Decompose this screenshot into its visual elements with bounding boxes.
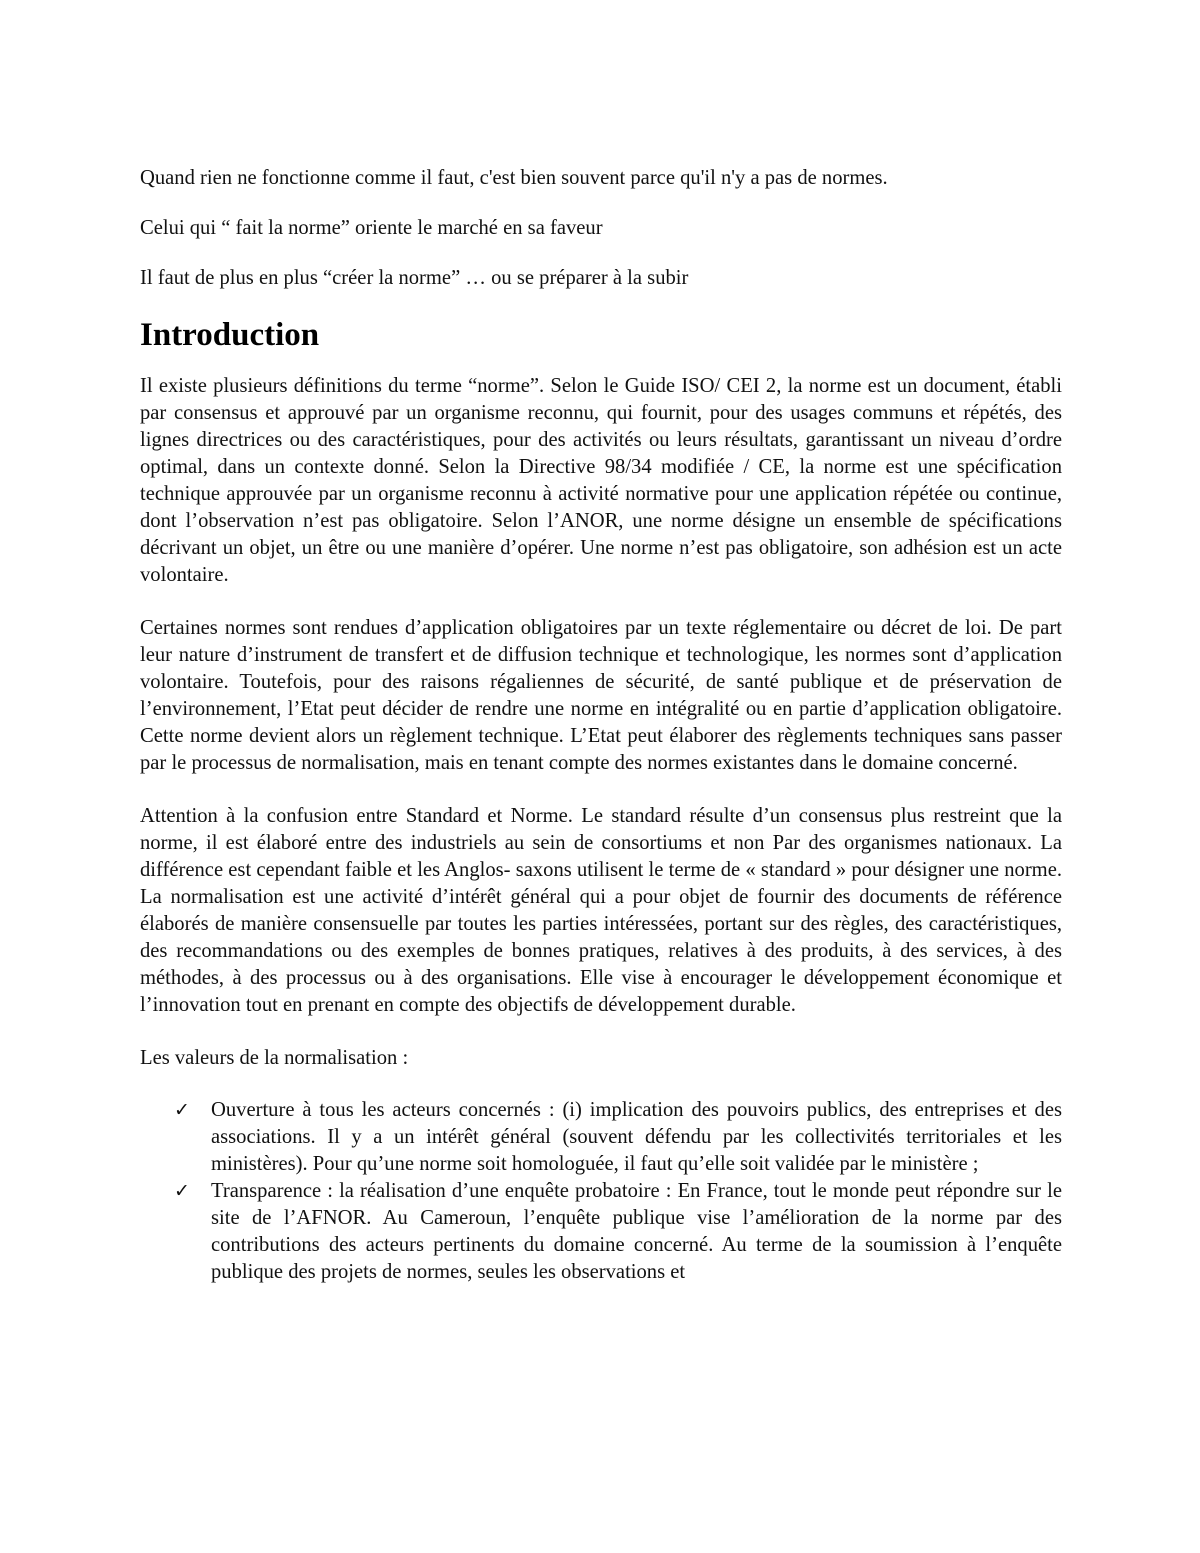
paragraph-standard-vs-norme: Attention à la confusion entre Standard et Norme. Le standard résulte d’un consensus plus restreint que la norme, il est élaboré entre des industriels au sein de consortiums et non Par des organismes nationaux. La différence est cependant faible et les Anglos- saxons utilisent le terme de « standard » pour désigner une norme. La normalisation est une activité d’intérêt général qui a pour objet de fournir des documents de référence élaborés de manière consensuelle par toutes les parties intéressées, portant sur des règles, des caractéristiques, des recommandations ou des exemples de bonnes pratiques, relatives à des produits, à des services, à des méthodes, à des processus ou à des organisations. Elle vise à encourager le développement économique et l’innovation tout en prenant en compte des objectifs de développement durable. [140,805,1062,1016]
values-list [140,1097,1062,1286]
check-icon: ✓ [174,1180,190,1202]
epigraph-2: Celui qui “ fait la norme” oriente le marché en sa faveur [140,217,603,239]
list-item-text: Ouverture à tous les acteurs concernés : (i) implication des pouvoirs publics, des entreprises et des associations. Il y a un intérêt général (souvent défendu par les collectivités territoriales et les ministères). Pour qu’une norme soit homologuée, il faut qu’elle soit validée par le ministère ; [211,1099,1062,1175]
values-label: Les valeurs de la normalisation : [140,1047,409,1069]
paragraph-definitions: Il existe plusieurs définitions du terme “norme”. Selon le Guide ISO/ CEI 2, la norme est un document, établi par consensus et approuvé par un organisme reconnu, qui fournit, pour des usages communs et répétés, des lignes directrices ou des caractéristiques, pour des activités ou leurs résultats, garantissant un niveau d’ordre optimal, dans un contexte donné. Selon la Directive 98/34 modifiée / CE, la norme est une spécification technique approuvée par un organisme reconnu à activité normative pour une application répétée ou continue, dont l’observation n’est pas obligatoire. Selon l’ANOR, une norme désigne un ensemble de spécifications décrivant un objet, un être ou une manière d’opérer. Une norme n’est pas obligatoire, son adhésion est un acte volontaire. [140,375,1062,586]
list-item [140,1097,1062,1178]
list-item [140,1178,1062,1286]
document-page [140,165,1062,1286]
epigraph-1: Quand rien ne fonctionne comme il faut, c'est bien souvent parce qu'il n'y a pas de normes. [140,167,888,189]
epigraph-3: Il faut de plus en plus “créer la norme” … ou se préparer à la subir [140,267,689,289]
section-heading: Introduction [140,317,320,353]
paragraph-obligatory: Certaines normes sont rendues d’application obligatoires par un texte réglementaire ou décret de loi. De part leur nature d’instrument de transfert et de diffusion technique et technologique, les normes sont d’application volontaire. Toutefois, pour des raisons régaliennes de sécurité, de santé publique et de préservation de l’environnement, l’Etat peut décider de rendre une norme en intégralité ou en partie d’application obligatoire. Cette norme devient alors un règlement technique. L’Etat peut élaborer des règlements techniques sans passer par le processus de normalisation, mais en tenant compte des normes existantes dans le domaine concerné. [140,617,1062,774]
list-item-text: Transparence : la réalisation d’une enquête probatoire : En France, tout le monde peut répondre sur le site de l’AFNOR. Au Cameroun, l’enquête publique vise l’amélioration de la norme par des contributions des acteurs pertinents du domaine concerné. Au terme de la soumission à l’enquête publique des projets de normes, seules les observations et [211,1180,1062,1283]
check-icon: ✓ [174,1099,190,1121]
